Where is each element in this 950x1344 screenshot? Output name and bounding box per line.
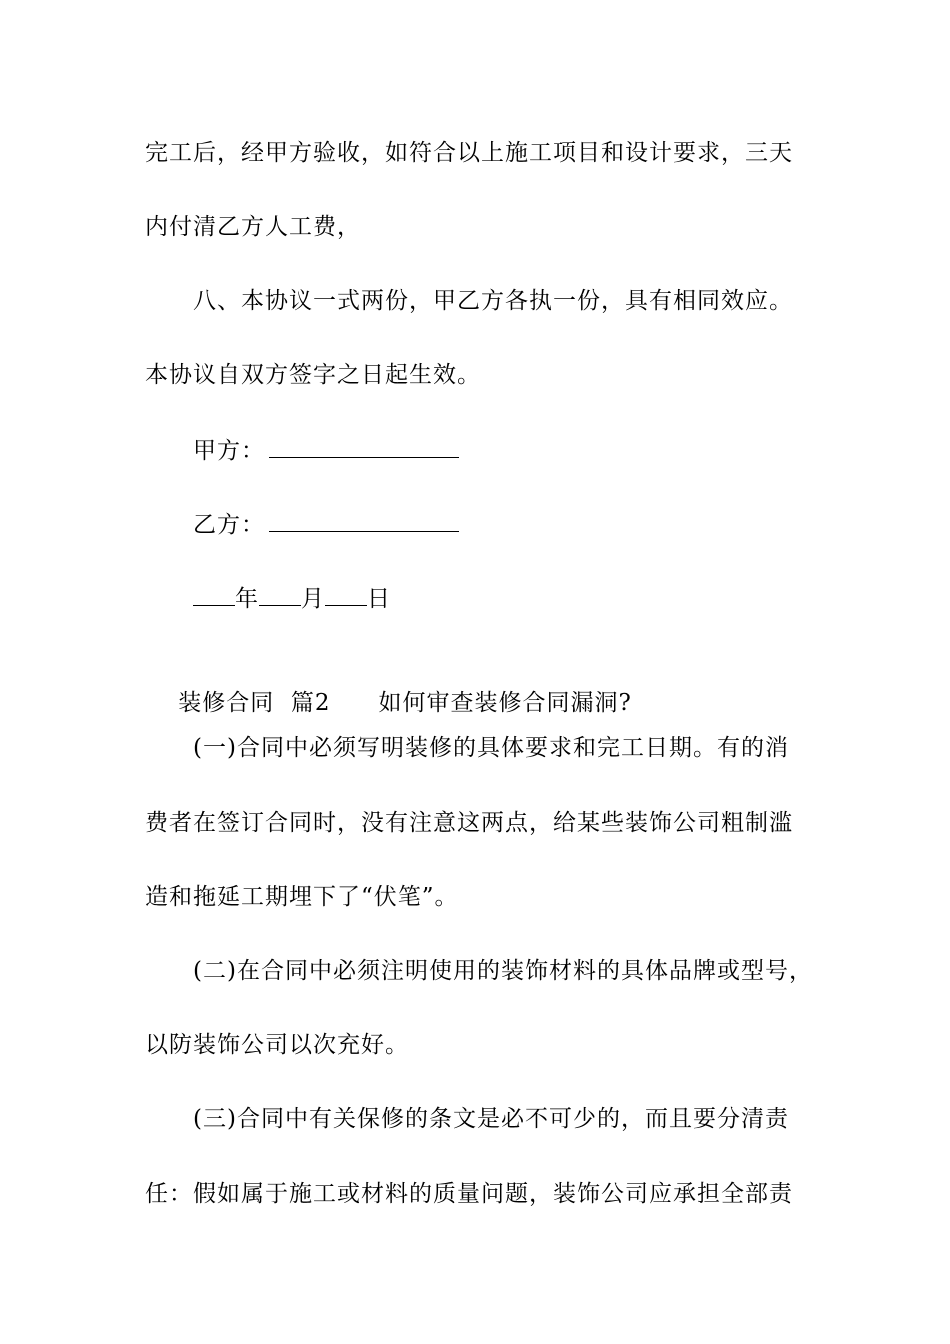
year-blank <box>193 583 235 606</box>
day-blank <box>325 583 367 606</box>
section-subtitle: 如何审查装修合同漏洞? <box>378 690 632 716</box>
paragraph-line: 以防装饰公司以次充好。 <box>145 1032 409 1058</box>
day-label: 日 <box>367 586 391 612</box>
month-label: 月 <box>301 586 325 612</box>
paragraph-line: 费者在签订合同时，没有注意这两点，给某些装饰公司粗制滥 <box>145 810 793 836</box>
section-title: 装修合同 篇2 <box>178 690 331 716</box>
paragraph-line: (三)合同中有关保修的条文是必不可少的，而且要分清责 <box>193 1106 789 1132</box>
month-blank <box>259 583 301 606</box>
party-b-signature <box>193 509 459 540</box>
year-label: 年 <box>235 586 259 612</box>
party-a-label: 甲方： <box>193 438 265 464</box>
paragraph-line: (二)在合同中必须注明使用的装饰材料的具体品牌或型号， <box>193 958 813 984</box>
paragraph-line: 本协议自双方签字之日起生效。 <box>145 362 481 388</box>
party-a-signature <box>193 435 459 466</box>
party-a-blank <box>269 435 459 458</box>
paragraph-line: 八、本协议一式两份，甲乙方各执一份，具有相同效应。 <box>193 288 793 314</box>
paragraph-line: 造和拖延工期埋下了“伏笔”。 <box>145 884 459 910</box>
paragraph-line: 完工后，经甲方验收，如符合以上施工项目和设计要求，三天 <box>145 140 793 166</box>
paragraph-line: (一)合同中必须写明装修的具体要求和完工日期。有的消 <box>193 735 789 761</box>
party-b-label: 乙方： <box>193 512 265 538</box>
paragraph-line: 任：假如属于施工或材料的质量问题，装饰公司应承担全部责 <box>145 1181 793 1207</box>
party-b-blank <box>269 509 459 532</box>
paragraph-line: 内付清乙方人工费， <box>145 214 361 240</box>
date-line <box>193 583 391 614</box>
